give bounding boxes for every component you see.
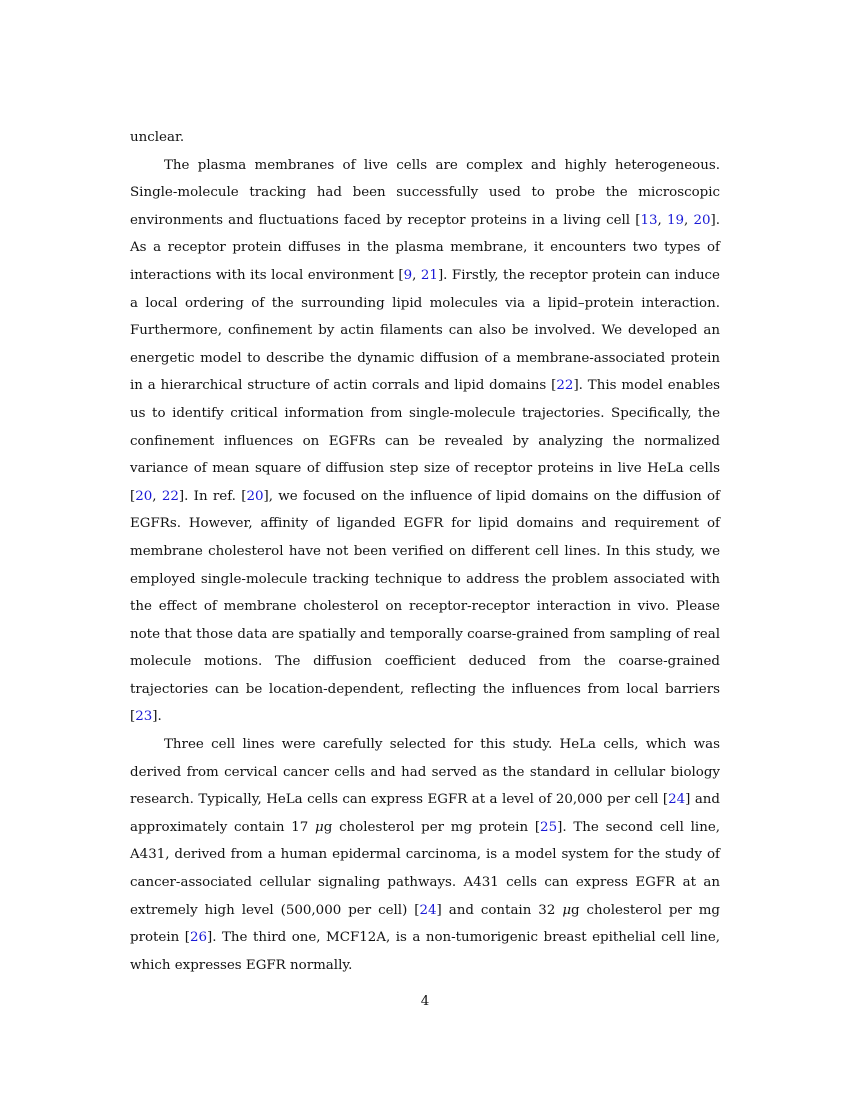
mu-symbol: μ	[315, 819, 324, 835]
citation-link[interactable]: 20	[246, 488, 264, 504]
citation-link[interactable]: 19	[666, 212, 685, 228]
text-run: ,	[152, 488, 162, 504]
text-run: ,	[412, 267, 421, 283]
citation-link[interactable]: 9	[403, 267, 413, 283]
mu-symbol: μ	[562, 902, 572, 918]
page-body	[130, 124, 720, 979]
text-run: ]. As a receptor protein diffuses in the plasma membrane, it encounters two types of interactions with its local environment [	[130, 212, 720, 283]
citation-link[interactable]: 23	[135, 709, 153, 725]
text-run: ].	[152, 709, 162, 725]
citation-link[interactable]: 20	[693, 212, 711, 228]
text-run: ,	[657, 212, 667, 228]
paragraph	[130, 152, 720, 731]
citation-link[interactable]: 24	[419, 902, 437, 918]
paragraph	[130, 124, 720, 152]
text-run: ] and approximately contain 17	[130, 792, 720, 835]
citation-link[interactable]: 20	[135, 488, 153, 504]
text-run: ]. The second cell line, A431, derived from a human epidermal carcinoma, is a model system for the study of cancer-associated cellular signaling pathways. A431 cells can express EGFR at an extremely high level (500,000 per cell) [	[130, 819, 720, 918]
text-run: ], we focused on the influence of lipid domains on the diffusion of EGFRs. However, affinity of liganded EGFR for lipid domains and requirement of membrane cholesterol have not been verified on different cell lines. In this study, we employed single-molecule tracking technique to address the problem associated with the effect of membrane cholesterol on receptor-receptor interaction in vivo. Please note that those data are spatially and temporally coarse-grained from sampling of real molecule motions. The diffusion coefficient deduced from the coarse-grained trajectories can be location-dependent, reflecting the influences from local barriers [	[130, 488, 721, 725]
citation-link[interactable]: 22	[161, 488, 179, 504]
text-run: g cholesterol per mg protein [	[323, 819, 541, 835]
page-number: 4	[420, 994, 430, 1009]
text-run: ]. Firstly, the receptor protein can induce a local ordering of the surrounding lipid molecules via a lipid–protein interaction. Furthermore, confinement by actin filaments can also be involved. We developed an energetic model to describe the dynamic diffusion of a membrane-associated protein in a hierarchical structure of actin corrals and lipid domains [	[130, 267, 720, 394]
citation-link[interactable]: 25	[540, 819, 558, 835]
text-run: ]. In ref. [	[178, 488, 247, 504]
citation-link[interactable]: 26	[189, 930, 208, 946]
text-run: ]. The third one, MCF12A, is a non-tumorigenic breast epithelial cell line, which expresses EGFR normally.	[130, 930, 721, 973]
text-run: unclear.	[130, 130, 185, 145]
paragraph	[130, 731, 720, 979]
text-run: ]. This model enables us to identify critical information from single-molecule trajectories. Specifically, the confinement influences on EGFRs can be revealed by analyzing the normalized variance of mean square of diffusion step size of receptor proteins in live HeLa cells [	[130, 378, 720, 504]
text-run: ] and contain 32	[436, 902, 563, 918]
citation-link[interactable]: 21	[420, 267, 438, 283]
text-run: Three cell lines were carefully selected for this study. HeLa cells, which was derived from cervical cancer cells and had served as the standard in cellular biology research. Typically, HeLa cells can express EGFR at a level of 20,000 per cell [	[130, 737, 720, 808]
text-run: The plasma membranes of live cells are complex and highly heterogeneous. Single-molecule tracking had been successfully used to probe the microscopic environments and fluctuations faced by receptor proteins in a living cell [	[130, 157, 720, 228]
citation-link[interactable]: 22	[556, 378, 574, 394]
citation-link[interactable]: 13	[640, 212, 658, 228]
text-run: ,	[684, 212, 694, 228]
text-run: g cholesterol per mg protein [	[130, 902, 720, 946]
citation-link[interactable]: 24	[668, 792, 686, 808]
